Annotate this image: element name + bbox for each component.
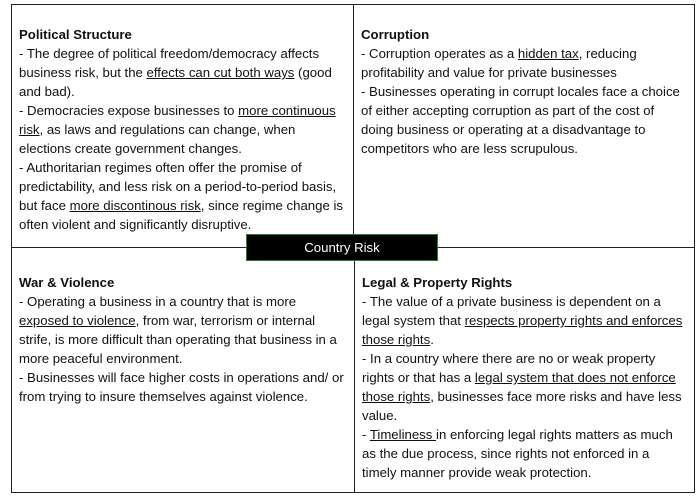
legal-property-rights-box [354, 248, 695, 493]
political-bullet-1: - The degree of political freedom/democracy affects business risk, but the effects can cut both ways (good and bad). [19, 46, 332, 99]
corruption-bullet-2: - Businesses operating in corrupt locales face a choice of either accepting corruption as part of the cost of doing business or operating at a disadvantage to competitors who are less scrupulous. [361, 84, 680, 156]
legal-bullet-2: - In a country where there are no or weak property rights or that has a legal system that does not enforce those rights, businesses face more risks and have less value. [362, 351, 682, 423]
war-bullet-2: - Businesses will face higher costs in operations and/ or from trying to insure themselves against violence. [19, 370, 344, 404]
corruption-bullet-1: - Corruption operates as a hidden tax, reducing profitability and value for private businesses [361, 46, 637, 80]
war-violence-title: War & Violence [19, 275, 115, 290]
country-risk-label: Country Risk [246, 234, 438, 261]
political-structure-title: Political Structure [19, 27, 132, 42]
political-bullet-2: - Democracies expose businesses to more continuous risk, as laws and regulations can change, when elections create government changes. [19, 103, 336, 156]
war-violence-box [11, 248, 355, 493]
political-structure-box [11, 4, 354, 248]
corruption-title: Corruption [361, 27, 430, 42]
legal-property-rights-title: Legal & Property Rights [362, 275, 513, 290]
legal-bullet-1: - The value of a private business is dependent on a legal system that respects property rights and enforces those rights. [362, 294, 683, 347]
political-bullet-3: - Authoritarian regimes often offer the promise of predictability, and less risk on a period-to-period basis, but face more discontinous risk, since regime change is often violent and significantly disruptive. [19, 160, 344, 232]
war-bullet-1: - Operating a business in a country that is more exposed to violence, from war, terrorism or internal strife, is more difficult than operating that business in a more peaceful environment. [19, 294, 337, 366]
legal-bullet-3: - Timeliness in enforcing legal rights matters as much as the due process, since rights not enforced in a timely manner provide weak protection. [362, 427, 673, 480]
corruption-box [354, 4, 695, 248]
